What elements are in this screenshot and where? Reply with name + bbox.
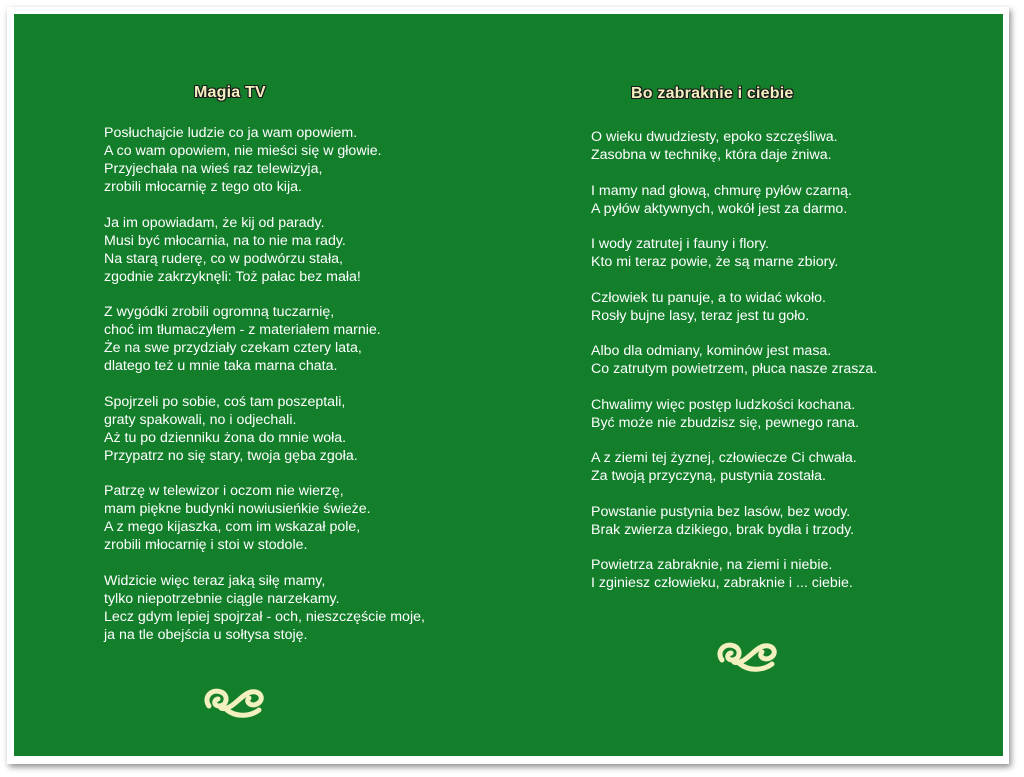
stanza <box>591 128 877 164</box>
poem-line: Ja im opowiadam, że kij od parady. <box>104 214 325 231</box>
stanza <box>104 482 425 554</box>
poem-spread <box>14 14 1003 756</box>
poem-line: A z ziemi tej żyznej, człowiecze Ci chwała. <box>591 450 857 466</box>
swirl-ornament-icon <box>201 684 267 725</box>
poem-line: Chwalimy więc postęp ludzkości kochana. <box>591 396 856 413</box>
stanza <box>104 572 425 644</box>
poem-line: Widzicie więc teraz jaką siłę mamy, <box>104 572 326 589</box>
poem-line: I zginiesz człowieku, zabraknie i ... ciebie. <box>591 575 853 591</box>
poem-line: O wieku dwudziesty, epoko szczęśliwa. <box>591 129 838 145</box>
swirl-ornament-icon <box>714 638 780 679</box>
poem-line: Kto mi teraz powie, że są marne zbiory. <box>591 254 839 270</box>
stanza <box>591 289 877 325</box>
stanza <box>591 342 877 378</box>
poem-line: I wody zatrutej i fauny i flory. <box>591 236 769 252</box>
stanza <box>104 214 425 286</box>
stanza <box>104 124 425 196</box>
poem-body <box>104 124 425 661</box>
poem-line: Posłuchajcie ludzie co ja wam opowiem. <box>104 125 358 141</box>
stanza <box>591 182 877 218</box>
poem-line: Brak zwierza dzikiego, brak bydła i trzody. <box>591 521 855 538</box>
poem-line: Co zatrutym powietrzem, płuca nasze zrasza. <box>591 361 878 377</box>
stanza <box>104 303 425 375</box>
poem-line: A co wam opowiem, nie mieści się w głowie. <box>104 143 382 159</box>
poem-line: Być może nie zbudzisz się, pewnego rana. <box>591 414 860 431</box>
poem-line: Rosły bujne lasy, teraz jest tu goło. <box>591 307 810 324</box>
poem-line: Powietrza zabraknie, na ziemi i niebie. <box>591 557 833 573</box>
poem-line: zrobili młocarnię z tego oto kija. <box>104 179 302 195</box>
poem-line: Przyjechała na wieś raz telewizyja, <box>104 161 323 177</box>
poem-line: Na starą ruderę, co w podwórzu stała, <box>104 250 343 267</box>
poem-title: Magia TV <box>194 84 266 101</box>
stanza <box>104 393 425 465</box>
stanza <box>591 235 877 271</box>
poem-line: Z wygódki zrobili ogromną tuczarnię, <box>104 304 335 320</box>
stanza <box>591 449 877 485</box>
poem-body <box>591 128 877 610</box>
poem-line: Za twoją przyczyną, pustynia została. <box>591 468 826 484</box>
poem-line: Przypatrz no się stary, twoja gęba zgoła. <box>104 447 358 464</box>
poem-line: ja na tle obejścia u sołtysa stoję. <box>104 626 308 643</box>
poem-line: zgodnie zakrzyknęli: Toż pałac bez mała! <box>104 268 361 285</box>
poem-line: Powstanie pustynia bez lasów, bez wody. <box>591 503 851 520</box>
poem-title: Bo zabraknie i ciebie <box>631 85 794 102</box>
stanza <box>591 396 877 432</box>
poem-line: A z mego kijaszka, com im wskazał pole, <box>104 519 361 535</box>
stanza <box>591 556 877 592</box>
poem-line: Zasobna w technikę, która daje żniwa. <box>591 147 832 163</box>
poem-line: zrobili młocarnię i stoi w stodole. <box>104 537 308 553</box>
poem-line: mam piękne budynki nowiusieńkie świeże. <box>104 501 371 517</box>
poem-line: Człowiek tu panuje, a to widać wkoło. <box>591 289 827 306</box>
poem-line: Lecz gdym lepiej spojrzał - och, nieszczęście moje, <box>104 608 425 625</box>
poem-line: Spojrzeli po sobie, coś tam poszeptali, <box>104 393 346 410</box>
poem-line: Patrzę w telewizor i oczom nie wierzę, <box>104 483 344 499</box>
poem-line: choć im tłumaczyłem - z materiałem marnie. <box>104 322 381 338</box>
poem-line: dlatego też u mnie taka marna chata. <box>104 358 338 374</box>
poem-line: Musi być młocarnia, na to nie ma rady. <box>104 232 346 249</box>
poem-line: Albo dla odmiany, kominów jest masa. <box>591 343 832 359</box>
poem-line: I mamy nad głową, chmurę pyłów czarną. <box>591 182 853 199</box>
poem-line: graty spakowali, no i odjechali. <box>104 411 297 428</box>
poem-line: Że na swe przydziały czekam cztery lata, <box>104 340 362 356</box>
poem-line: Aż tu po dzienniku żona do mnie woła. <box>104 429 347 446</box>
poem-line: tylko niepotrzebnie ciągle narzekamy. <box>104 590 340 607</box>
stanza <box>591 503 877 539</box>
poem-line: A pyłów aktywnych, wokół jest za darmo. <box>591 200 848 217</box>
